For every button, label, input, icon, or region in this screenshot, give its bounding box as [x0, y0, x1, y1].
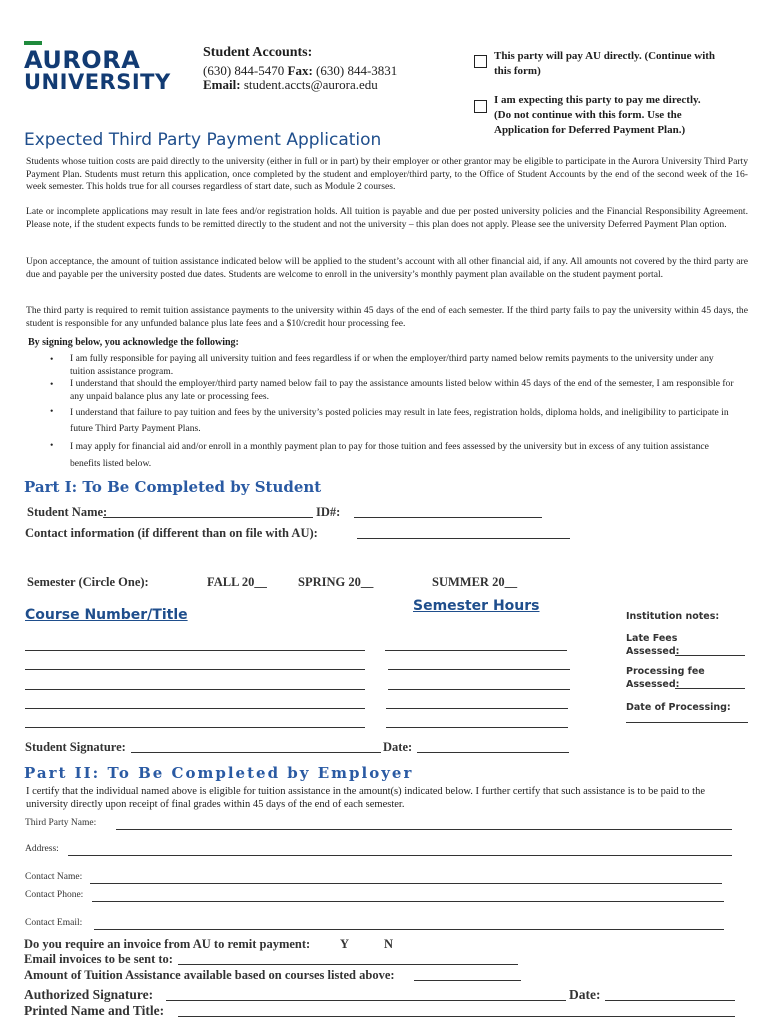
course-line[interactable] — [25, 650, 365, 651]
hours-line[interactable] — [388, 669, 570, 670]
ack-bullet: I may apply for financial aid and/or enroll in a monthly payment plan to pay for those tuition and fees assessed by the university but in excess of any tuition assistance benefits listed below. — [70, 441, 709, 469]
authorized-date-label: Date: — [569, 987, 601, 1002]
logo-university: UNIVERSITY — [24, 70, 171, 94]
amount-label: Amount of Tuition Assistance available based on courses listed above: — [24, 968, 395, 982]
amount-field[interactable] — [414, 980, 521, 981]
third-party-name-field[interactable] — [116, 829, 732, 830]
contact-email-line — [203, 77, 378, 92]
late-fees-label: Late Fees Assessed: — [626, 633, 680, 657]
course-line[interactable] — [25, 708, 365, 709]
authorized-signature-field[interactable] — [166, 1000, 566, 1001]
logo-aurora: AURORA — [24, 46, 141, 74]
bullet-dot: • — [50, 379, 54, 390]
hours-line[interactable] — [388, 689, 570, 690]
processing-fee-label: Processing fee Assessed: — [626, 666, 705, 690]
ack-bullet: I understand that failure to pay tuition and fees by the university’s posted policies may result in late fees, registration holds, diploma holds, and ineligibility to participate in future Third Party Payment Plans. — [70, 407, 729, 434]
certify-paragraph: I certify that the individual named above is eligible for tuition assistance in the amount(s) indicated below. I further certify that such assistance is to be paid to the university directly upon receipt of final grades within 45 days of the end of each semester. — [26, 786, 705, 810]
contact-phone-line — [203, 63, 397, 78]
id-label: ID#: — [316, 505, 341, 519]
student-name-field[interactable] — [103, 517, 313, 518]
contact-phone-label: Contact Phone: — [25, 890, 84, 900]
student-signature-label: Student Signature: — [25, 740, 126, 754]
bullet-dot: • — [50, 354, 54, 365]
semester-label: Semester (Circle One): — [27, 575, 149, 589]
semester-spring[interactable]: SPRING 20__ — [298, 575, 374, 589]
contact-info-field[interactable] — [357, 538, 570, 539]
institution-notes-heading: Institution notes: — [626, 611, 720, 622]
date-processing-label: Date of Processing: — [626, 702, 731, 713]
processing-fee-field[interactable] — [675, 688, 745, 689]
student-date-label: Date: — [383, 740, 413, 754]
pay-au-directly-label: This party will pay AU directly. (Continue with this form) — [494, 50, 716, 77]
phone: (630) 844-5470 — [203, 63, 288, 78]
contact-phone-field[interactable] — [92, 901, 724, 902]
intro-paragraph: Students whose tuition costs are paid directly to the university (either in full or in part) by their employer or other grantor may be eligible to participate in the Aurora University Third Party Payment Plan. Students must return this application, once completed by the student and employer/third party, to the Office of Student Accounts by the end of the second week of the 16-week semester. This holds true for all courses regardless of start date, such as Module 2 courses. — [26, 156, 748, 192]
invoice-yes[interactable]: Y — [340, 937, 350, 951]
pay-me-directly-checkbox[interactable] — [474, 100, 487, 113]
third-party-paragraph: The third party is required to remit tuition assistance payments to the university within 45 days of the end of each semester. If the third party fails to pay the university within 45 days, the student is responsible for any unfunded balance plus late fees and a $10/credit hour processing fee. — [26, 305, 748, 329]
fax: (630) 844-3831 — [316, 63, 398, 78]
pay-me-directly-label: I am expecting this party to pay me directly. (Do not continue with this form. Use the Application for Deferred Payment Plan.) — [494, 94, 701, 136]
late-fees-field[interactable] — [675, 655, 745, 656]
authorized-date-field[interactable] — [605, 1000, 735, 1001]
fax-label: Fax: — [287, 63, 317, 78]
hours-line[interactable] — [386, 708, 568, 709]
printed-name-label: Printed Name and Title: — [24, 1003, 165, 1018]
authorized-signature-label: Authorized Signature: — [24, 987, 154, 1002]
semester-fall[interactable]: FALL 20__ — [207, 575, 267, 589]
email-label: Email: — [203, 77, 244, 92]
invoice-email-field[interactable] — [178, 964, 518, 965]
address-label: Address: — [25, 844, 59, 854]
student-name-label: Student Name: — [27, 505, 108, 519]
part1-title: Part I: To Be Completed by Student — [24, 478, 322, 496]
ack-bullet: I understand that should the employer/third party named below fail to pay the assistance amounts listed below within 45 days of the end of the semester, I am responsible for any unpaid balance plus any late or processing fees. — [70, 378, 734, 402]
ack-bullet: I am fully responsible for paying all university tuition and fees regardless if or when the employer/third party named below remits payments to the university under any tuition assistance program. — [70, 353, 714, 377]
contact-name-field[interactable] — [90, 883, 722, 884]
form-title: Expected Third Party Payment Application — [24, 130, 382, 150]
pay-au-directly-checkbox[interactable] — [474, 55, 487, 68]
contact-email-field[interactable] — [94, 929, 724, 930]
id-field[interactable] — [354, 517, 542, 518]
bullet-dot: • — [50, 406, 54, 417]
student-date-field[interactable] — [417, 752, 569, 753]
contact-email-label: Contact Email: — [25, 918, 83, 928]
acknowledge-heading: By signing below, you acknowledge the following: — [28, 337, 239, 348]
course-heading: Course Number/Title — [25, 607, 188, 623]
logo-accent — [24, 41, 42, 45]
third-party-name-label: Third Party Name: — [25, 818, 97, 828]
invoice-no[interactable]: N — [384, 937, 394, 951]
address-field[interactable] — [68, 855, 732, 856]
date-processing-field[interactable] — [626, 722, 748, 723]
hours-line[interactable] — [386, 727, 568, 728]
invoice-email-label: Email invoices to be sent to: — [24, 952, 173, 966]
course-line[interactable] — [25, 727, 365, 728]
bullet-dot: • — [50, 440, 54, 451]
contact-name-label: Contact Name: — [25, 872, 83, 882]
part2-title: Part II: To Be Completed by Employer — [24, 764, 414, 782]
late-paragraph: Late or incomplete applications may result in late fees and/or registration holds. All tuition is payable and due per posted university policies and the Financial Responsibility Agreement. Please note, if the student expects funds to be remitted directly to the student and not the university – this plan does not apply. Please see the university Deferred Payment Plan option. — [26, 206, 748, 230]
hours-heading: Semester Hours — [413, 598, 540, 614]
invoice-question: Do you require an invoice from AU to remit payment: — [24, 937, 311, 951]
semester-summer[interactable]: SUMMER 20__ — [432, 575, 518, 589]
student-signature-field[interactable] — [131, 752, 381, 753]
acceptance-paragraph: Upon acceptance, the amount of tuition assistance indicated below will be applied to the student’s account with all other financial aid, if any. All amounts not covered by the third party are due and payable per the university posted due dates. Students are welcome to enroll in the university’s monthly payment plan available on the student payment portal. — [26, 256, 748, 280]
course-line[interactable] — [25, 669, 365, 670]
email: student.accts@aurora.edu — [243, 77, 378, 92]
contact-heading: Student Accounts: — [203, 45, 313, 60]
course-line[interactable] — [25, 689, 365, 690]
printed-name-field[interactable] — [178, 1016, 735, 1017]
hours-line[interactable] — [385, 650, 567, 651]
contact-info-label: Contact information (if different than on file with AU): — [25, 526, 318, 540]
